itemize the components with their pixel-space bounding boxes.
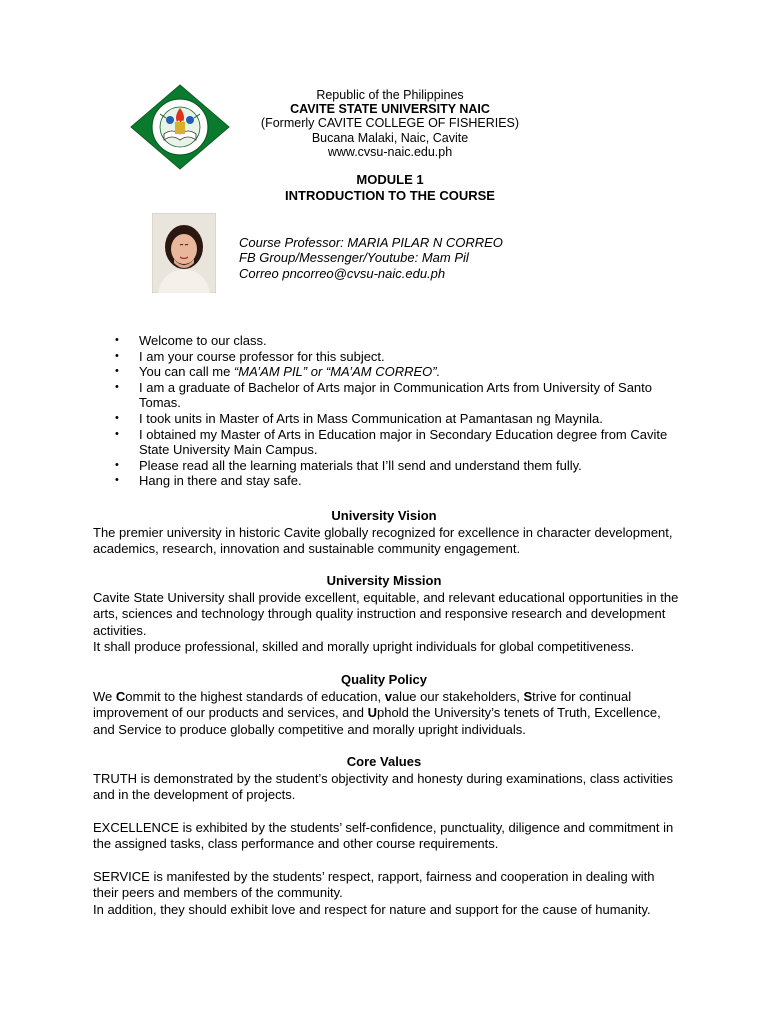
vision-title: University Vision bbox=[331, 508, 437, 523]
list-item: • I am your course professor for this subject. bbox=[115, 348, 385, 364]
module-heading bbox=[240, 172, 540, 203]
letterhead bbox=[255, 88, 525, 159]
mission-text: Cavite State University shall provide excellent, equitable, and relevant educational opportunities in the arts, sciences and technology through quality instruction and responsive research and development activities. bbox=[93, 590, 679, 638]
list-item: • I took units in Master of Arts in Mass Communication at Pamantasan ng Maynila. bbox=[115, 410, 603, 426]
list-item: • Hang in there and stay safe. bbox=[115, 473, 302, 489]
core-values-title: Core Values bbox=[346, 754, 422, 769]
quality-policy-title: Quality Policy bbox=[341, 672, 427, 687]
professor-email: Correo pncorreo@cvsu-naic.edu.ph bbox=[239, 265, 446, 281]
professor-photo bbox=[152, 213, 216, 293]
professor-fb: FB Group/Messenger/Youtube: Mam Pil bbox=[239, 250, 469, 266]
republic-line: Republic of the Philippines bbox=[316, 88, 464, 102]
bullet-icon: • bbox=[115, 427, 119, 440]
module-number: MODULE 1 bbox=[356, 172, 424, 187]
nickname-text: “MA’AM PIL” or “MA’AM CORREO”. bbox=[233, 364, 441, 380]
addition-text: In addition, they should exhibit love and respect for nature and support for the cause of humanity. bbox=[93, 902, 651, 917]
professor-name: Course Professor: MARIA PILAR N CORREO bbox=[239, 235, 503, 250]
bullet-icon: • bbox=[115, 349, 119, 362]
quality-policy-text: We Commit to the highest standards of education, value our stakeholders, Strive for continual improvement of our products and services, and Uphold the University’s tenets of Truth, Excellence, and Service to produce globally competitive and morally upright individuals. bbox=[93, 689, 661, 737]
website-line: www.cvsu-naic.edu.ph bbox=[327, 144, 453, 159]
list-item: • You can call me “MA’AM PIL” or “MA’AM CORREO”. bbox=[115, 364, 441, 380]
vision-text: The premier university in historic Cavite globally recognized for excellence in character development, academics, research, innovation and sustainable community engagement. bbox=[93, 525, 673, 557]
list-item: • Welcome to our class. bbox=[115, 333, 267, 348]
professor-info bbox=[239, 235, 599, 281]
list-item: • Please read all the learning materials that I’ll send and understand them fully. bbox=[115, 457, 582, 473]
bullet-icon: • bbox=[115, 380, 119, 393]
university-name: CAVITE STATE UNIVERSITY NAIC bbox=[290, 102, 490, 117]
mission-text-2: It shall produce professional, skilled and morally upright individuals for global competitiveness. bbox=[93, 639, 635, 654]
university-seal-logo bbox=[130, 84, 230, 170]
list-item: • I am a graduate of Bachelor of Arts major in Communication Arts from University of Santo Tomas. bbox=[115, 379, 652, 411]
bullet-icon: • bbox=[115, 334, 119, 346]
list-item: • I obtained my Master of Arts in Education major in Secondary Education degree from Cavite State University Main Campus. bbox=[115, 426, 668, 458]
mission-title: University Mission bbox=[326, 573, 442, 588]
module-title: INTRODUCTION TO THE COURSE bbox=[285, 187, 495, 203]
bullet-icon: • bbox=[115, 458, 119, 471]
bullet-icon: • bbox=[115, 474, 119, 487]
formerly-line: (Formerly CAVITE COLLEGE OF FISHERIES) bbox=[260, 116, 520, 131]
service-text: SERVICE is manifested by the students’ respect, rapport, fairness and cooperation in dealing with their peers and members of the community. bbox=[93, 869, 655, 901]
bullet-icon: • bbox=[115, 365, 119, 378]
welcome-bullet-list bbox=[112, 333, 672, 489]
truth-text: TRUTH is demonstrated by the student’s objectivity and honesty during examinations, class activities and in the development of projects. bbox=[93, 771, 673, 803]
address-line: Bucana Malaki, Naic, Cavite bbox=[311, 130, 469, 145]
excellence-text: EXCELLENCE is exhibited by the students’ self-confidence, punctuality, diligence and commitment in the assigned tasks, class performance and other course requirements. bbox=[93, 820, 674, 852]
bullet-icon: • bbox=[115, 411, 119, 424]
